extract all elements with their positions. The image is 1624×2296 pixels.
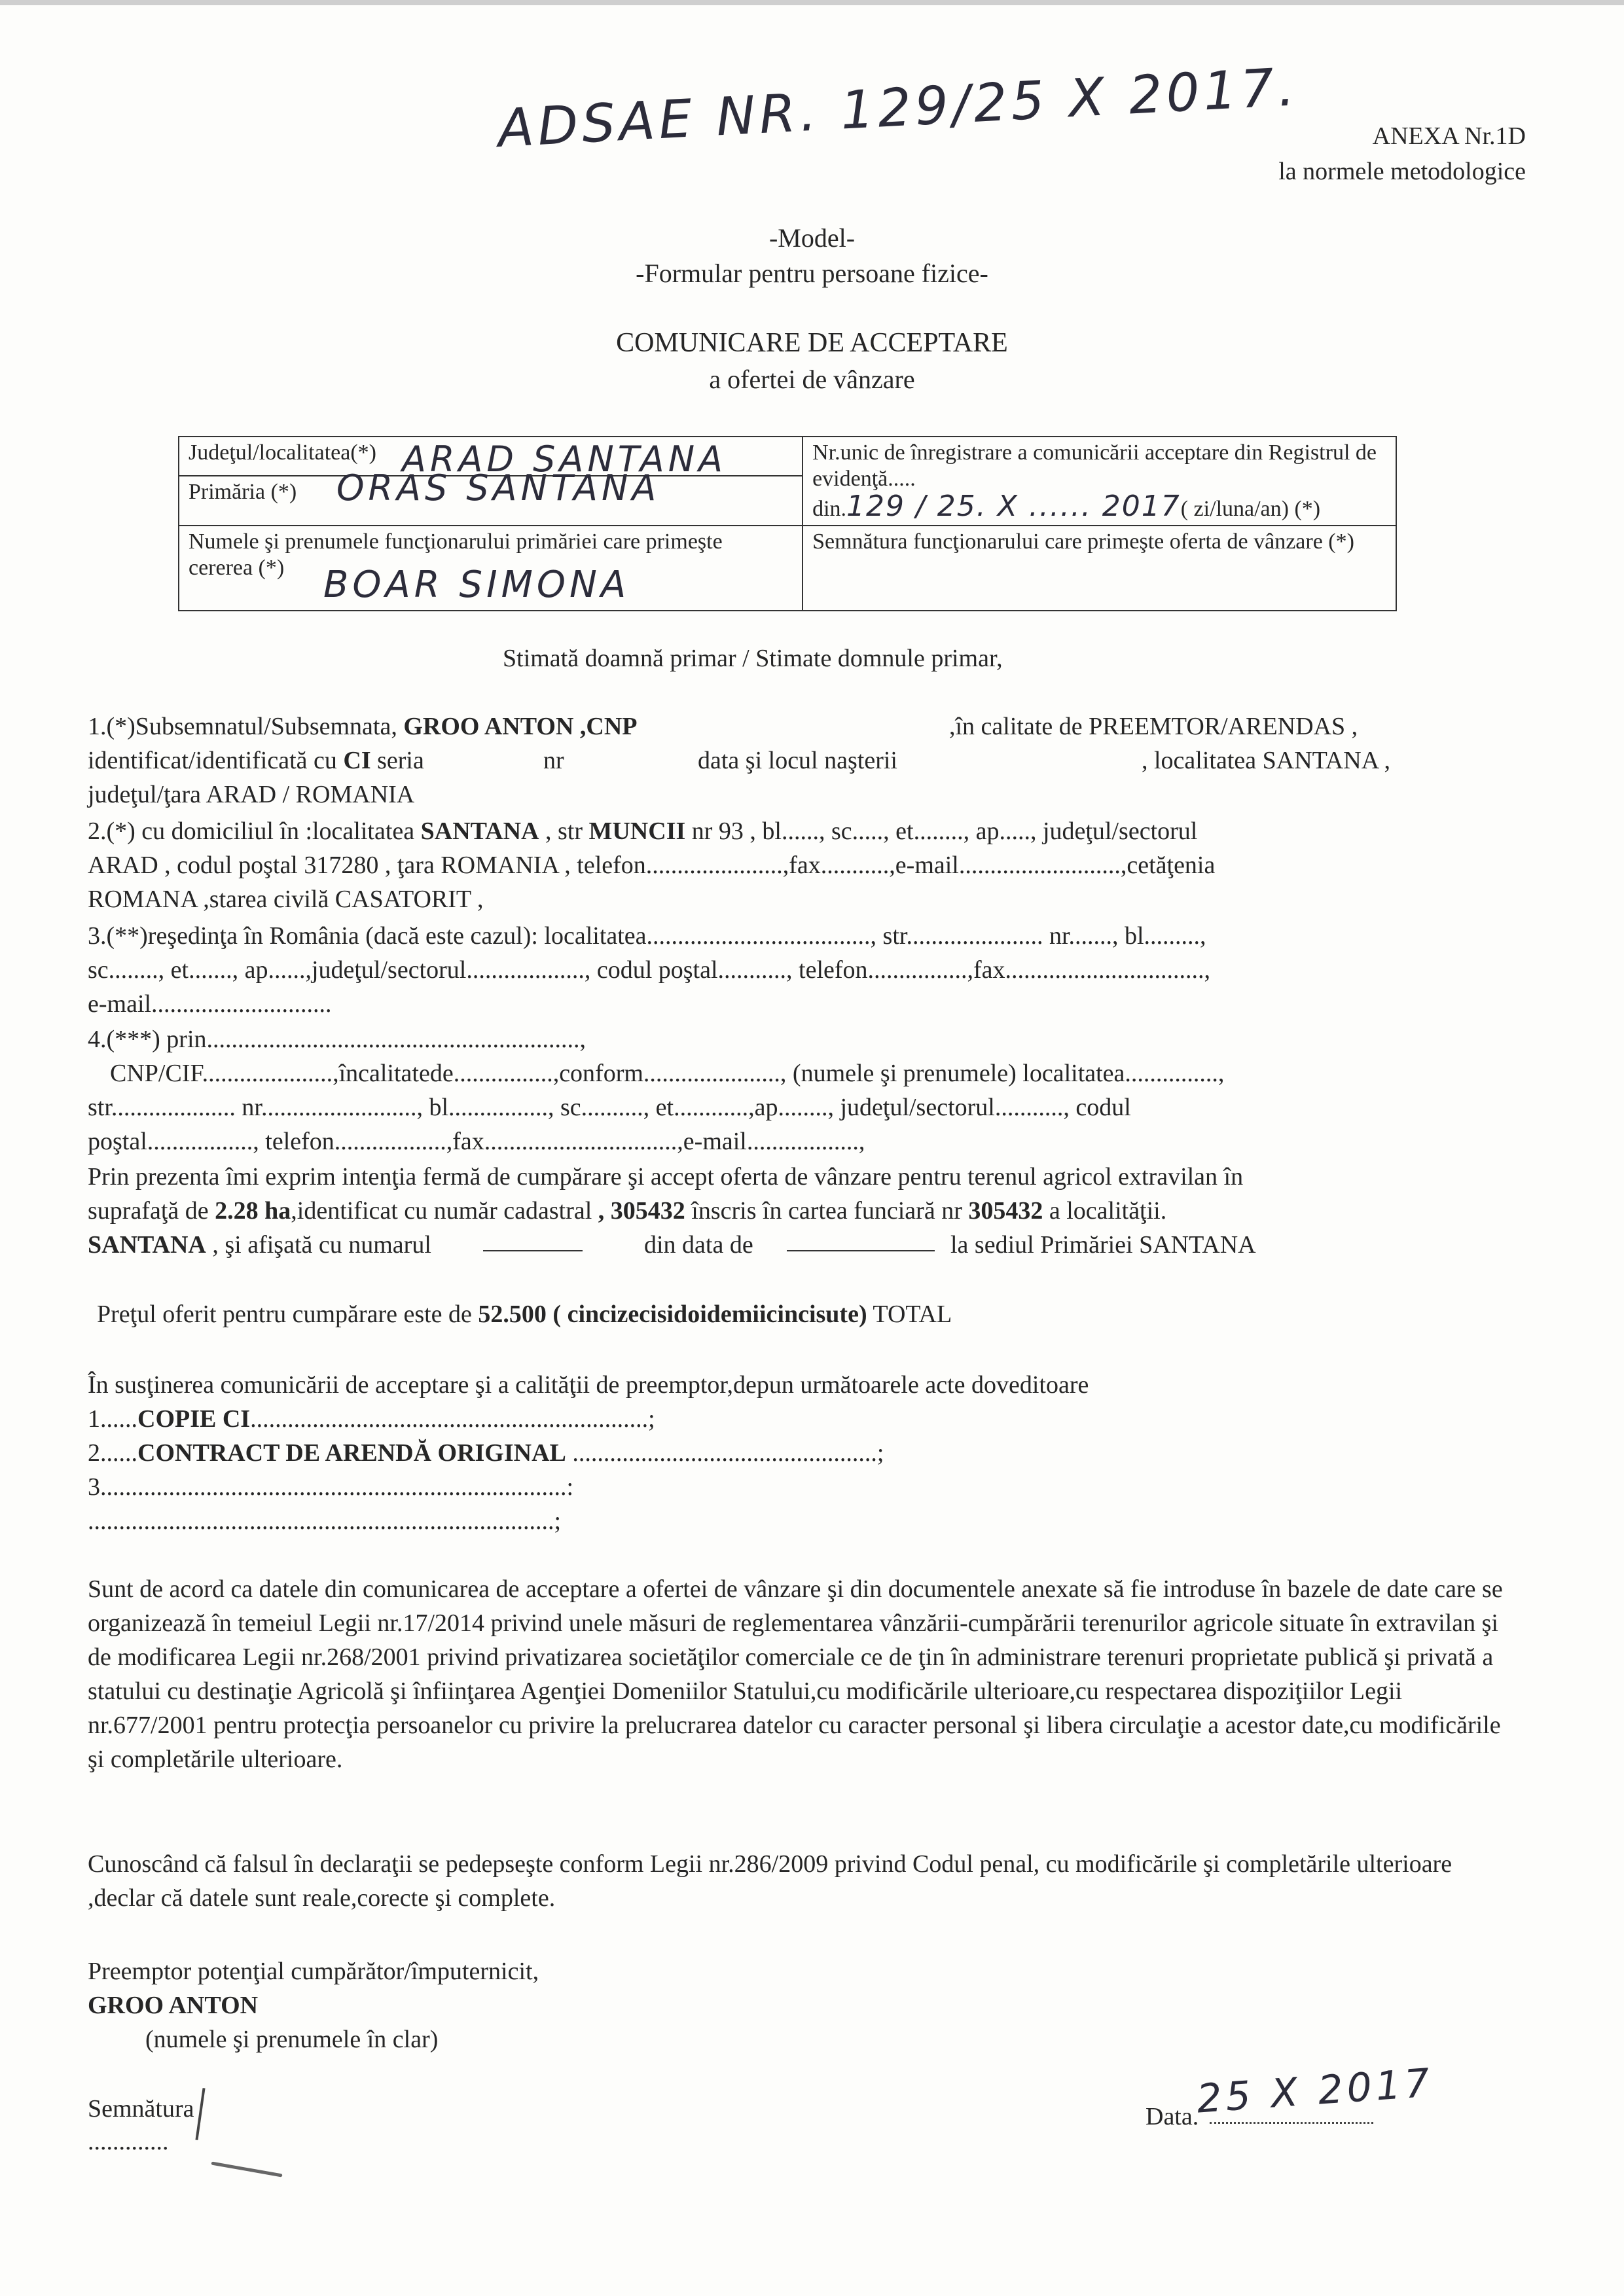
data-afisare-blank [787, 1250, 935, 1251]
data-afisare-label: din data de [644, 1231, 753, 1259]
str-label: , str [539, 817, 589, 845]
identificat-label: identificat/identificată cu [88, 747, 344, 774]
price-value: 52.500 ( cincizecisidoidemiicincisute) [478, 1300, 867, 1328]
act-1-number: 1...... [88, 1405, 137, 1433]
cadastral-value: , 305432 [598, 1197, 685, 1225]
act-1 [88, 1402, 655, 1436]
cf-label: înscris în cartea funciară nr [685, 1197, 969, 1225]
consent-paragraph: Sunt de acord ca datele din comunicarea de acceptare a ofertei de vânzare şi din documentele anexate să fie introduse în bazele de date care se organizează în temeiul Legii nr.17/2014 privind unele măsuri de reglementarea vânzării-cumpărării terenurilor agricole situate în extravilan şi de modificarea Legii nr.268/2001 privind privatizarea societăţilor comerciale ce de ţin în administrare terenuri proprietate publică şi privată a statului cu destinaţie Agricolă şi înfiinţarea Agenţiei Domeniilor Statului,cu modificările ulterioare,cu respectarea dispoziţiilor Legii nr.677/2001 pentru protecţia persoanelor cu privire la prelucrarea datelor cu caracter personal şi libera circulaţie a acestor date,cu modificările şi completările ulterioare. [88, 1575, 1503, 1773]
price-label: Preţul oferit pentru cumpărare este de [97, 1300, 478, 1328]
price-line [97, 1297, 952, 1331]
domiciliu-localitate: SANTANA [420, 817, 539, 845]
p1-line1 [88, 709, 638, 744]
nr-unic-label: Nr.unic de înregistrare a comunicării acceptare din Registrul de evidenţă..... [812, 440, 1377, 491]
salutation: Stimată doamnă primar / Stimate domnule primar, [503, 645, 1003, 672]
act-1-name: COPIE CI [137, 1405, 251, 1433]
p2-line3: ROMANA ,starea civilă CASATORIT , [88, 886, 484, 913]
domiciliu-strada: MUNCII [588, 817, 686, 845]
cnp-label: ,CNP [573, 713, 638, 740]
anexa-sublabel: la normele metodologice [1278, 158, 1526, 185]
form-type-label: -Formular pentru persoane fizice- [636, 259, 988, 288]
p1-line1-end: ,în calitate de PREEMTOR/ARENDAS , [949, 713, 1358, 740]
registration-table [178, 436, 1397, 611]
judet-handwritten: ARAD SANTANA [402, 439, 727, 480]
p4-line3: str.................... nr........................., bl................, sc.........., et............,ap........, judeţul/sectorul..........., codul [88, 1094, 1131, 1121]
anexa-label: ANEXA Nr.1D [1372, 122, 1526, 150]
applicant-name: GROO ANTON [403, 713, 574, 740]
sediu-primarie-label: la sediul Primăriei SANTANA [950, 1231, 1256, 1259]
offer-localitate: SANTANA [88, 1231, 206, 1259]
nr-bl-label: nr 93 , bl......, sc....., et........, ap....., judeţul/sectorul [685, 817, 1198, 845]
p3-line2: sc........, et......., ap......,judeţul/sectorul..................., codul poştal..........., telefon................,fax................................, [88, 956, 1211, 984]
seria-label: seria [370, 747, 424, 774]
signature-label: Semnătura [88, 2095, 194, 2123]
signature-stroke [211, 2161, 282, 2177]
suprafata-value: 2.28 ha [215, 1197, 291, 1225]
signer-name-hint: (numele şi prenumele în clar) [145, 2026, 439, 2053]
p4-line1: 4.(***) prin............................................................, [88, 1026, 586, 1053]
functionar-handwritten: BOAR SIMONA [323, 564, 630, 606]
p1-intro: 1.(*)Subsemnatul/Subsemnata, [88, 713, 404, 740]
functionar-label: Numele şi prenumele funcţionarului primăriei care primeşte cererea (*) [189, 529, 723, 580]
page-subtitle: a ofertei de vânzare [709, 365, 915, 394]
p4-line4: poştal................., telefon..................,fax...............................,e-mail.................., [88, 1128, 865, 1155]
domiciliu-label: 2.(*) cu domiciliul în :localitatea [88, 817, 421, 845]
signature-dots: ............. [88, 2128, 169, 2155]
nr-registru-handwritten: 129 / 25. X ...... 2017 [846, 490, 1181, 523]
numar-afisare-blank [483, 1250, 583, 1251]
act-2-number: 2...... [88, 1439, 137, 1467]
offer-line3 [88, 1228, 431, 1262]
zi-luna-an-label: ( zi/luna/an) (*) [1180, 497, 1321, 521]
act-2-name: CONTRACT DE ARENDĂ ORIGINAL [137, 1439, 566, 1467]
act-4: ...........................................................................; [88, 1507, 562, 1535]
p4-line2: CNP/CIF.....................,încalitatede................,conform......................, (numele şi prenumele) localitatea..............., [110, 1060, 1225, 1087]
cadastral-label: ,identificat cu număr cadastral [291, 1197, 598, 1225]
signer-name: GROO ANTON [88, 1992, 259, 2019]
act-3: 3...........................................................................: [88, 1473, 574, 1501]
judet-label: Judeţul/localitatea(*) [189, 440, 376, 465]
act-2-dots: .................................................; [566, 1439, 884, 1467]
p1-line2 [88, 744, 424, 778]
p2-line1 [88, 814, 1197, 848]
signature-mark [195, 2088, 205, 2140]
suprafata-label: suprafaţă de [88, 1197, 215, 1225]
semnatura-functionar-label: Semnătura funcţionarului care primeşte oferta de vânzare (*) [812, 529, 1354, 554]
p3-line3: e-mail............................. [88, 990, 332, 1018]
semnatura-functionar-cell [803, 526, 1396, 611]
primaria-cell [179, 467, 803, 526]
afisata-label: , şi afişată cu numarul [206, 1231, 431, 1259]
primaria-label: Primăria (*) [189, 479, 297, 504]
din-label: din. [812, 497, 847, 521]
acte-intro: În susţinerea comunicării de acceptare şi a calităţii de preemptor,depun următoarele acte doveditoare [88, 1371, 1089, 1399]
offer-line1: Prin prezenta îmi exprim intenţia fermă de cumpărare şi accept oferta de vânzare pentru terenul agricol extravilan în [88, 1163, 1244, 1191]
handwritten-registration-note: ADSAE NR. 129/25 X 2017. [496, 56, 1300, 159]
localitatii-label: a localităţii. [1043, 1197, 1167, 1225]
functionar-cell [179, 526, 803, 611]
date-label: Data. [1146, 2103, 1199, 2130]
localitatea-label: , localitatea SANTANA , [1142, 747, 1391, 774]
offer-line2 [88, 1194, 1166, 1228]
primaria-handwritten: ORAS SANTANA [336, 467, 660, 509]
nr-unic-cell [803, 437, 1396, 526]
p3-line1: 3.(**)reşedinţa în România (dacă este cazul): localitatea...................................., str...................... nr......., bl........., [88, 922, 1206, 950]
date-dotted-line [1210, 2122, 1373, 2124]
model-label: -Model- [768, 223, 856, 253]
ci-label: CI [343, 747, 371, 774]
declaration-paragraph: Cunoscând că falsul în declaraţii se pedepseşte conform Legii nr.286/2009 privind Codul penal, cu modificările şi completările ulterioare ,declar că datele sunt reale,corecte şi complete. [88, 1850, 1453, 1912]
data-nasterii-label: data şi locul naşterii [698, 747, 897, 774]
nr-label: nr [543, 747, 564, 774]
page-title: COMUNICARE DE ACCEPTARE [616, 328, 1008, 358]
act-1-dots: ................................................................; [250, 1405, 655, 1433]
scan-edge [0, 0, 1624, 5]
p2-line2: ARAD , codul poştal 317280 , ţara ROMANIA , telefon......................,fax...........,e-mail..........................,cetăţenia [88, 852, 1216, 879]
date-handwritten: 25 X 2017 [1195, 2060, 1435, 2123]
signer-role: Preemptor potenţial cumpărător/împuternicit, [88, 1958, 539, 1985]
act-2 [88, 1436, 884, 1470]
cf-value: 305432 [968, 1197, 1043, 1225]
price-total: TOTAL [867, 1300, 952, 1328]
p1-line3: judeţul/ţara ARAD / ROMANIA [88, 781, 415, 808]
